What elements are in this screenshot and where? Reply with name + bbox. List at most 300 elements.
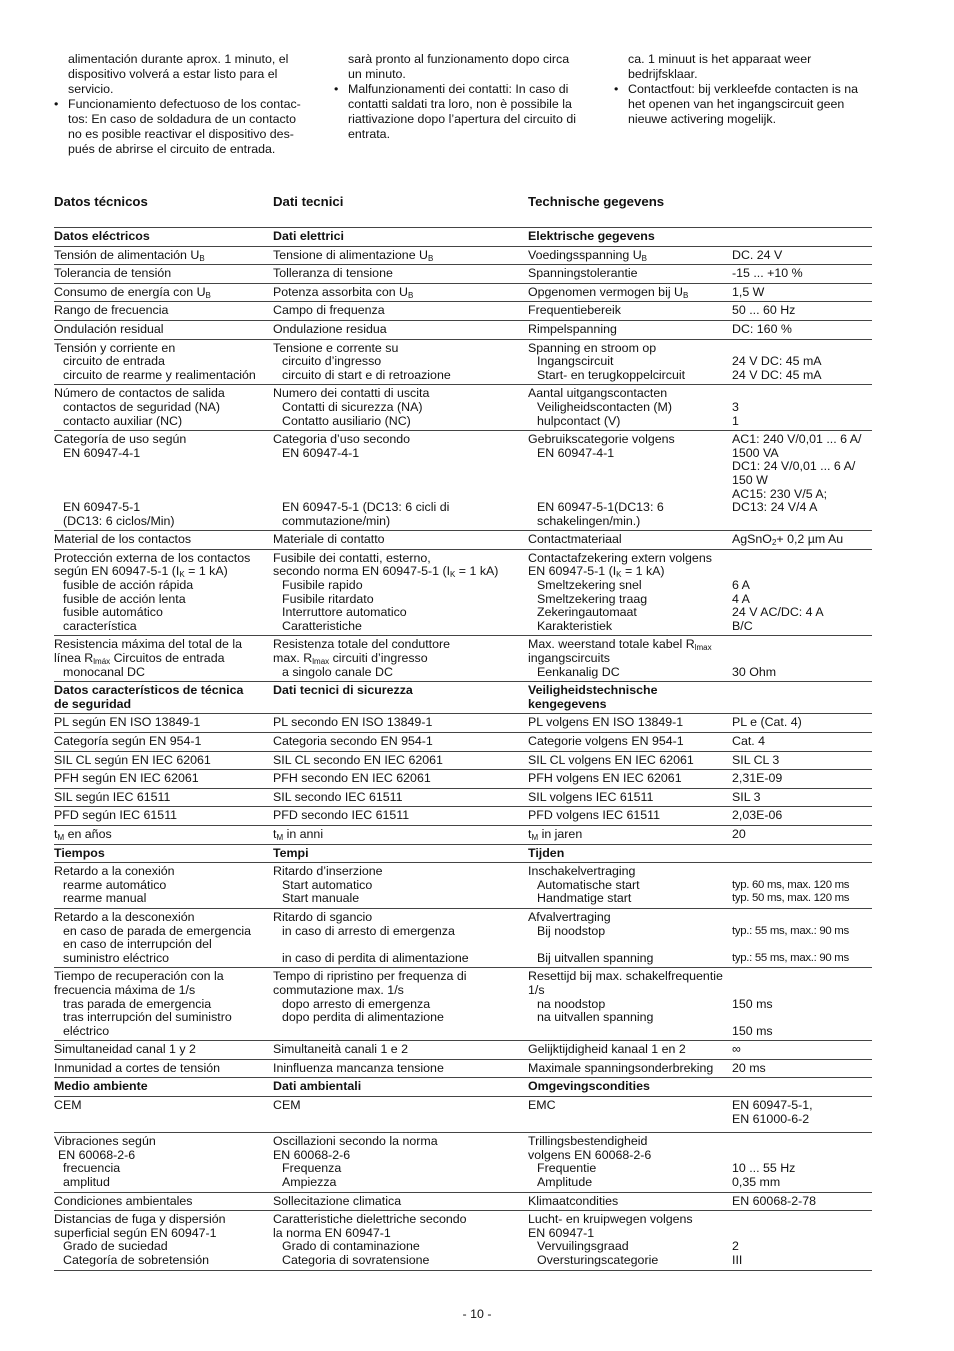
table-row xyxy=(54,320,872,339)
cell-line: CEM xyxy=(273,1098,301,1113)
table-row xyxy=(54,825,872,844)
table-cell xyxy=(54,1041,273,1060)
table-row xyxy=(54,1211,872,1270)
cell-line: Dati tecnici di sicurezza xyxy=(273,683,413,698)
cell-line: frecuencia máxima de 1/s xyxy=(54,982,196,997)
cell-line: (DC13: 6 ciclos/Min) xyxy=(63,513,175,528)
table-row xyxy=(54,302,872,321)
cell-line: Maximale spanningsonderbreking xyxy=(528,1060,714,1075)
intro-es-bullet: • Funcionamiento defectuoso de los contac- tos: En caso de soldadura de un contacto no es posible reactivar el dispositivo des- pués de abrirse el circuito de entrada. xyxy=(54,97,319,157)
cell-line: Inschakelvertraging xyxy=(528,864,636,879)
cell-line: EN 60947-5-1 (DC13: 6 cicli di xyxy=(282,500,450,515)
cell-line: Bij uitvallen spanning xyxy=(537,950,654,965)
cell-line: Categoría de sobretensión xyxy=(63,1253,210,1267)
intro-it xyxy=(334,52,599,142)
cell-line: Resistencia máxima del total de la xyxy=(54,637,243,652)
cell-line: Veiligheidstechnische xyxy=(528,683,658,698)
table-cell xyxy=(528,228,732,247)
cell-line: Tolleranza di tensione xyxy=(273,266,393,281)
cell-line: hulpcontact (V) xyxy=(537,413,621,428)
cell-line: DC1: 24 V/0,01 ... 6 A/ xyxy=(732,459,856,474)
intro-es-text: alimentación durante aprox. 1 minuto, el dispositivo volverá a estar listo para el servicio. xyxy=(68,52,289,96)
cell-line: Frequentie xyxy=(537,1161,597,1176)
cell-line: Retardo a la conexión xyxy=(54,864,175,879)
cell-line: rearme automático xyxy=(63,877,167,892)
cell-line: Sollecitazione climatica xyxy=(273,1193,402,1208)
cell-line: Spanning en stroom op xyxy=(528,340,657,355)
cell-line: kengegevens xyxy=(528,696,607,711)
table-cell xyxy=(732,228,872,247)
cell-line xyxy=(732,1011,872,1025)
cell-line: 24 V DC: 45 mA xyxy=(732,354,822,369)
table-row xyxy=(54,549,872,636)
cell-line: línea $R_{lmáx}$ Circuitos de entrada xyxy=(54,651,225,667)
cell-line: circuito di start e di retroazione xyxy=(282,367,451,382)
cell-line: la norma EN 60947-1 xyxy=(273,1225,391,1240)
cell-line: 6 A xyxy=(732,578,750,593)
cell-line: fusible de acción rápida xyxy=(63,578,194,593)
page-number: - 10 - xyxy=(462,1307,492,1321)
table-cell xyxy=(273,751,528,770)
cell-line: EN 60947-5-1(DC13: 6 xyxy=(537,500,664,515)
table-cell xyxy=(273,265,528,284)
cell-line: Ininfluenza mancanza tensione xyxy=(273,1060,444,1075)
table-row xyxy=(54,283,872,302)
intro-nl-bullet: • Contactfout: bij verkleefde contacten is na het openen van het ingangscircuit geen nieuwe activering mogelijk. xyxy=(614,82,879,127)
table-row xyxy=(54,714,872,733)
cell-line xyxy=(732,652,872,666)
table-cell xyxy=(54,431,273,531)
cell-line: PL secondo EN ISO 13849-1 xyxy=(273,715,433,730)
cell-line: Resistenza totale del conduttore xyxy=(273,637,451,652)
cell-line xyxy=(732,342,872,356)
cell-line: Categoria d’uso secondo xyxy=(273,432,411,447)
cell-line: Potenza assorbita con $U_B$ xyxy=(273,284,414,300)
table-cell xyxy=(54,714,273,733)
cell-line: EN 60947-5-1 ($I_K = 1$ kA) xyxy=(528,564,665,580)
cell-line: Retardo a la desconexión xyxy=(54,909,195,924)
table-cell xyxy=(528,320,732,339)
cell-line: Frequentiebereik xyxy=(528,303,621,318)
cell-line: typ. 60 ms, max. 120 ms xyxy=(732,878,850,891)
cell-line: Start- en terugkoppelcircuit xyxy=(537,367,686,382)
cell-line: EN 60947-4-1 xyxy=(63,445,141,460)
cell-line: Tiempo de recuperación con la xyxy=(54,969,224,984)
table-cell xyxy=(273,636,528,682)
table-row xyxy=(54,863,872,909)
cell-line: in caso di arresto di emergenza xyxy=(282,923,455,938)
cell-line xyxy=(54,460,273,474)
cell-line: B/C xyxy=(732,618,753,633)
cell-line: Interruttore automatico xyxy=(282,605,407,620)
cell-line: SIL según IEC 61511 xyxy=(54,789,171,804)
table-cell xyxy=(528,751,732,770)
section-title-es: Datos técnicos xyxy=(54,194,148,209)
cell-line: dopo perdita di alimentazione xyxy=(282,1010,444,1025)
cell-line: PFD volgens IEC 61511 xyxy=(528,808,661,823)
cell-line: rearme manual xyxy=(63,891,147,906)
cell-line: tras interrupción del suministro xyxy=(63,1010,232,1025)
cell-line: EN 61000-6-2 xyxy=(732,1111,810,1126)
cell-line: schakelingen/min.) xyxy=(537,513,641,528)
cell-line: circuito de entrada xyxy=(63,354,165,369)
cell-line: commutazione/min) xyxy=(282,513,391,528)
table-row xyxy=(54,807,872,826)
table-cell xyxy=(273,807,528,826)
table-cell xyxy=(528,825,732,844)
cell-line xyxy=(732,970,872,984)
cell-line: Klimaatcondities xyxy=(528,1193,619,1208)
cell-line: DC. 24 V xyxy=(732,247,783,262)
cell-line xyxy=(732,847,872,861)
cell-line: Omgevingscondities xyxy=(528,1079,650,1094)
cell-line: SIL 3 xyxy=(732,789,761,804)
cell-line: typ.: 55 ms, max.: 90 ms xyxy=(732,951,849,964)
table-row xyxy=(54,246,872,265)
cell-line: 2,31E-09 xyxy=(732,771,783,786)
cell-line: Contatti di sicurezza (NA) xyxy=(282,399,423,414)
cell-line: typ. 50 ms, max. 120 ms xyxy=(732,892,850,905)
table-cell xyxy=(732,1133,872,1192)
cell-line: 24 V DC: 45 mA xyxy=(732,367,822,382)
table-cell xyxy=(273,1192,528,1211)
table-cell xyxy=(273,549,528,636)
cell-line: Oversturingscategorie xyxy=(537,1253,659,1267)
cell-line: ∞ xyxy=(732,1042,741,1057)
cell-line: de seguridad xyxy=(54,696,132,711)
cell-line: en caso de parada de emergencia xyxy=(63,923,252,938)
cell-line: EN 60947-1 xyxy=(528,1225,595,1240)
table-cell xyxy=(732,531,872,550)
cell-line: Consumo de energía con $U_B$ xyxy=(54,284,211,300)
table-cell xyxy=(732,807,872,826)
cell-line: DC: 160 % xyxy=(732,321,792,336)
table-cell xyxy=(732,320,872,339)
cell-line: Aantal uitgangscontacten xyxy=(528,386,668,401)
table-cell xyxy=(54,908,273,967)
table-cell xyxy=(54,228,273,247)
cell-line: superficial según EN 60947-1 xyxy=(54,1225,217,1240)
cell-line: 10 ... 55 Hz xyxy=(732,1161,796,1176)
cell-line: 2 xyxy=(732,1239,739,1254)
cell-line: Categoria secondo EN 954-1 xyxy=(273,734,433,748)
cell-line: Contatto ausiliario (NC) xyxy=(282,413,411,428)
table-row xyxy=(54,1059,872,1078)
table-cell xyxy=(273,770,528,789)
cell-line: Tensión y corriente en xyxy=(54,340,176,355)
cell-line: Vervuilingsgraad xyxy=(537,1239,629,1254)
table-row xyxy=(54,770,872,789)
cell-line: Ampiezza xyxy=(282,1175,337,1190)
cell-line: SIL volgens IEC 61511 xyxy=(528,789,654,804)
table-cell xyxy=(732,1059,872,1078)
table-cell xyxy=(273,302,528,321)
table-cell xyxy=(273,682,528,714)
cell-line: Contactmateriaal xyxy=(528,532,622,547)
table-cell xyxy=(732,246,872,265)
cell-line: PFH secondo EN IEC 62061 xyxy=(273,771,431,786)
cell-line: $t_M$ in anni xyxy=(273,826,324,842)
table-cell xyxy=(528,1041,732,1060)
table-cell xyxy=(528,1211,732,1270)
cell-line: Distancias de fuga y dispersión xyxy=(54,1212,226,1227)
table-cell xyxy=(54,636,273,682)
cell-line xyxy=(732,1149,872,1163)
table-section-header xyxy=(54,844,872,863)
cell-line: AC1: 240 V/0,01 ... 6 A/ xyxy=(732,432,862,447)
cell-line: Dati elettrici xyxy=(273,229,344,243)
cell-line: Categorie volgens EN 954-1 xyxy=(528,734,684,748)
table-cell xyxy=(273,825,528,844)
cell-line: Caratteristiche dielettriche secondo xyxy=(273,1212,467,1227)
cell-line: EN 60947-5-1 xyxy=(63,500,141,515)
table-cell xyxy=(732,1211,872,1270)
cell-line: -15 ... +10 % xyxy=(732,266,803,281)
cell-line: 1 xyxy=(732,413,739,428)
cell-line xyxy=(732,1135,872,1149)
cell-line: $t_M$ in jaren xyxy=(528,826,583,842)
table-cell xyxy=(54,1192,273,1211)
table-cell xyxy=(54,863,273,909)
intro-nl-text: ca. 1 minuut is het apparaat weer bedrijfsklaar. xyxy=(628,52,812,81)
cell-line: na noodstop xyxy=(537,996,606,1011)
table-cell xyxy=(54,825,273,844)
cell-line: DC13: 24 V/4 A xyxy=(732,500,818,515)
table-cell xyxy=(54,770,273,789)
table-cell xyxy=(528,246,732,265)
section-title-it: Dati tecnici xyxy=(273,194,344,209)
cell-line: contactos de seguridad (NA) xyxy=(63,399,221,414)
table-cell xyxy=(54,320,273,339)
cell-line: Ondulazione residua xyxy=(273,321,387,336)
cell-line xyxy=(273,474,528,488)
cell-line: Medio ambiente xyxy=(54,1079,148,1094)
cell-line: PL e (Cat. 4) xyxy=(732,715,802,730)
cell-line: fusible de acción lenta xyxy=(63,591,186,606)
cell-line: Handmatige start xyxy=(537,891,632,906)
cell-line: característica xyxy=(63,618,137,633)
cell-line: Eenkanalig DC xyxy=(537,664,620,679)
table-row xyxy=(54,788,872,807)
cell-line: Resettijd bij max. schakelfrequentie xyxy=(528,969,723,984)
cell-line: 50 ... 60 Hz xyxy=(732,303,796,318)
table-row xyxy=(54,265,872,284)
cell-line: Tempo di ripristino per frequenza di xyxy=(273,969,467,984)
cell-line: Categoria di sovratensione xyxy=(282,1253,430,1267)
table-cell xyxy=(273,1078,528,1097)
cell-line: Amplitude xyxy=(537,1175,593,1190)
cell-line: 150 ms xyxy=(732,996,773,1011)
cell-line: Spanningstolerantie xyxy=(528,266,638,281)
intro-nl xyxy=(614,52,879,127)
cell-line: 0,35 mm xyxy=(732,1175,781,1190)
cell-line: Vibraciones según xyxy=(54,1134,156,1149)
cell-line: 150 W xyxy=(732,472,768,487)
cell-line: na uitvallen spanning xyxy=(537,1010,654,1025)
table-row xyxy=(54,1133,872,1192)
table-cell xyxy=(273,228,528,247)
table-cell xyxy=(54,1133,273,1192)
cell-line: Opgenomen vermogen bij $U_B$ xyxy=(528,284,689,300)
intro-es xyxy=(54,52,319,157)
cell-line: commutazione max. 1/s xyxy=(273,982,404,997)
cell-line: en caso de interrupción del xyxy=(63,937,212,952)
cell-line: Dati ambientali xyxy=(273,1079,362,1094)
cell-line: suministro eléctrico xyxy=(63,950,170,965)
cell-line: Tijden xyxy=(528,845,565,860)
cell-line: Ritardo di sgancio xyxy=(273,909,373,924)
table-cell xyxy=(732,265,872,284)
cell-line: 20 ms xyxy=(732,1060,766,1075)
cell-line: Campo di frequenza xyxy=(273,303,385,318)
table-row xyxy=(54,1041,872,1060)
cell-line: Grado de suciedad xyxy=(63,1239,168,1254)
table-cell xyxy=(54,246,273,265)
cell-line: Automatische start xyxy=(537,877,640,892)
table-row xyxy=(54,431,872,531)
cell-line: Lucht- en kruipwegen volgens xyxy=(528,1212,693,1227)
table-cell xyxy=(732,283,872,302)
cell-line: PL según EN ISO 13849-1 xyxy=(54,715,201,730)
table-cell xyxy=(273,1097,528,1133)
cell-line: Gelijktijdigheid kanaal 1 en 2 xyxy=(528,1042,686,1057)
cell-line: eléctrico xyxy=(63,1023,110,1038)
cell-line: Tensión de alimentación $U_B$ xyxy=(54,247,205,263)
cell-line: EN 60947-5-1, xyxy=(732,1098,813,1113)
table-cell xyxy=(54,385,273,431)
table-cell xyxy=(528,283,732,302)
cell-line: frecuencia xyxy=(63,1161,121,1176)
cell-line: Smeltzekering snel xyxy=(537,578,642,593)
cell-line: typ.: 55 ms, max.: 90 ms xyxy=(732,924,849,937)
cell-line: a singolo canale DC xyxy=(282,664,393,679)
cell-line xyxy=(732,387,872,401)
cell-line: Caratteristiche xyxy=(282,618,362,633)
table-cell xyxy=(732,339,872,385)
technical-data-table xyxy=(54,227,872,1271)
table-cell xyxy=(273,788,528,807)
cell-line xyxy=(732,565,872,579)
table-cell xyxy=(528,844,732,863)
table-cell xyxy=(273,714,528,733)
cell-line: Simultaneità canali 1 e 2 xyxy=(273,1042,409,1057)
cell-line xyxy=(528,474,732,488)
cell-line xyxy=(732,638,872,652)
cell-line: SIL secondo IEC 61511 xyxy=(273,789,403,804)
cell-line xyxy=(732,911,872,925)
cell-line: Fusibile rapido xyxy=(282,578,363,593)
cell-line: Cat. 4 xyxy=(732,734,766,748)
table-cell xyxy=(273,908,528,967)
table-cell xyxy=(54,265,273,284)
table-cell xyxy=(273,733,528,752)
table-row xyxy=(54,636,872,682)
table-cell xyxy=(273,246,528,265)
cell-line xyxy=(273,460,528,474)
cell-line: contacto auxiliar (NC) xyxy=(63,413,183,428)
cell-line: amplitud xyxy=(63,1175,110,1190)
cell-line: AC15: 230 V/5 A; xyxy=(732,486,828,501)
table-cell xyxy=(54,339,273,385)
cell-line: Simultaneidad canal 1 y 2 xyxy=(54,1042,196,1057)
cell-line: Start automatico xyxy=(282,877,373,892)
cell-line xyxy=(732,684,872,698)
cell-line: 1/s xyxy=(528,982,545,997)
cell-line xyxy=(54,1113,273,1127)
table-cell xyxy=(528,1078,732,1097)
cell-line: Tiempos xyxy=(54,845,105,860)
table-cell xyxy=(528,265,732,284)
cell-line: EMC xyxy=(528,1098,556,1113)
cell-line: SIL CL secondo EN IEC 62061 xyxy=(273,752,443,767)
table-row xyxy=(54,968,872,1041)
cell-line: Tolerancia de tensión xyxy=(54,266,172,281)
cell-line: Tensione e corrente su xyxy=(273,340,399,355)
table-cell xyxy=(54,788,273,807)
cell-line: EN 60068-2-78 xyxy=(732,1193,817,1208)
cell-line: Categoría de uso según xyxy=(54,432,187,447)
table-cell xyxy=(54,968,273,1041)
table-cell xyxy=(732,385,872,431)
table-cell xyxy=(732,770,872,789)
table-cell xyxy=(528,549,732,636)
cell-line: PFD según IEC 61511 xyxy=(54,808,178,823)
cell-line: 24 V AC/DC: 4 A xyxy=(732,605,824,620)
cell-line: 30 Ohm xyxy=(732,664,777,679)
cell-line: $t_M$ en años xyxy=(54,826,112,842)
table-cell xyxy=(54,283,273,302)
cell-line: Contactafzekering extern volgens xyxy=(528,550,712,565)
table-cell xyxy=(528,1133,732,1192)
cell-line: Protección externa de los contactos xyxy=(54,550,251,565)
table-row xyxy=(54,531,872,550)
table-cell xyxy=(273,968,528,1041)
cell-line: Karakteristiek xyxy=(537,618,613,633)
table-cell xyxy=(732,733,872,752)
cell-line: III xyxy=(732,1253,743,1267)
table-cell xyxy=(54,1097,273,1133)
cell-line: tras parada de emergencia xyxy=(63,996,212,1011)
table-cell xyxy=(732,968,872,1041)
table-cell xyxy=(273,339,528,385)
cell-line: PFH volgens EN IEC 62061 xyxy=(528,771,682,786)
table-cell xyxy=(732,788,872,807)
table-cell xyxy=(528,908,732,967)
table-row xyxy=(54,339,872,385)
cell-line: EN 60947-4-1 xyxy=(537,445,615,460)
cell-line: Categoría según EN 954-1 xyxy=(54,734,202,748)
cell-line: max. $R_{lmax}$ circuiti d’ingresso xyxy=(273,651,428,667)
table-cell xyxy=(528,788,732,807)
cell-line xyxy=(273,488,528,502)
cell-line: SIL CL 3 xyxy=(732,752,780,767)
cell-line: Material de los contactos xyxy=(54,532,192,547)
table-cell xyxy=(54,1059,273,1078)
table-cell xyxy=(732,302,872,321)
cell-line: Voedingsspanning $U_B$ xyxy=(528,247,648,263)
table-cell xyxy=(54,751,273,770)
cell-line xyxy=(528,460,732,474)
cell-line: Fusibile ritardato xyxy=(282,591,374,606)
table-cell xyxy=(54,682,273,714)
cell-line: Tempi xyxy=(273,845,309,860)
cell-line: Afvalvertraging xyxy=(528,909,611,924)
cell-line: Numero dei contatti di uscita xyxy=(273,386,430,401)
cell-line: PFD secondo IEC 61511 xyxy=(273,808,410,823)
table-cell xyxy=(528,431,732,531)
table-cell xyxy=(732,863,872,909)
table-cell xyxy=(528,770,732,789)
